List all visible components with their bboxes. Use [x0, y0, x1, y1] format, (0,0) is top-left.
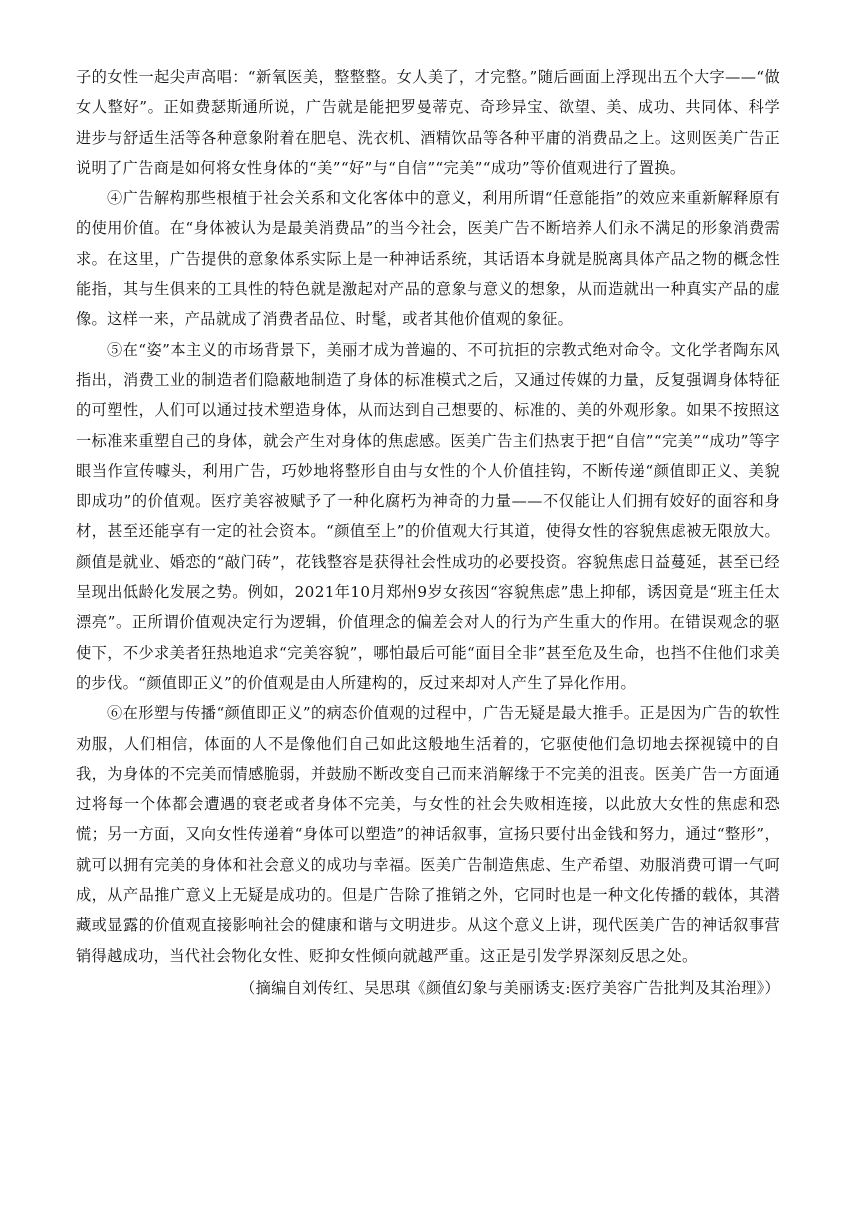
article-body	[76, 62, 780, 1003]
source-citation: （摘编自刘传红、吴思琪《颜值幻象与美丽诱支:医疗美容广告批判及其治理》）	[240, 978, 780, 997]
paragraph-5: ⑤在“姿”本主义的市场背景下，美丽才成为普遍的、不可抗拒的宗教式绝对命令。文化学者陶东风指出，消费工业的制造者们隐蔽地制造了身体的标准模式之后，又通过传媒的力量，反复强调身体特征的可塑性，人们可以通过技术塑造身体，从而达到自己想要的、标准的、美的外观形象。如果不按照这一标准来重塑自己的身体，就会产生对身体的焦虑感。医美广告主们热衷于把“自信”“完美”“成功”等字眼当作宣传噱头，利用广告，巧妙地将整形自由与女性的个人价值挂钩，不断传递“颜值即正义、美貌即成功”的价值观。医疗美容被赋予了一种化腐朽为神奇的力量——不仅能让人们拥有姣好的面容和身材，甚至还能享有一定的社会资本。“颜值至上”的价值观大行其道，使得女性的容貌焦虑被无限放大。颜值是就业、婚恋的“敲门砖”，花钱整容是获得社会性成功的必要投资。容貌焦虑日益蔓延，甚至已经呈现出低龄化发展之势。例如，2021年10月郑州9岁女孩因“容貌焦虑”患上抑郁，诱因竟是“班主任太漂亮”。正所谓价值观决定行为逻辑，价值理念的偏差会对人的行为产生重大的作用。在错误观念的驱使下，不少求美者狂热地追求“完美容貌”，哪怕最后可能“面目全非”甚至危及生命，也挡不住他们求美的步伐。“颜值即正义”的价值观是由人所建构的，反过来却对人产生了异化作用。	[76, 340, 780, 692]
paragraph-continued: 子的女性一起尖声高唱：“新氧医美，整整整。女人美了，才完整。”随后画面上浮现出五个大字——“做女人整好”。正如费瑟斯通所说，广告就是能把罗曼蒂克、奇珍异宝、欲望、美、成功、共同体、科学进步与舒适生活等各种意象附着在肥皂、洗衣机、酒精饮品等各种平庸的消费品之上。这则医美广告正说明了广告商是如何将女性身体的“美”“好”与“自信”“完美”“成功”等价值观进行了置换。	[76, 68, 780, 177]
paragraph-4: ④广告解构那些根植于社会关系和文化客体中的意义，利用所谓“任意能指”的效应来重新解释原有的使用价值。在“身体被认为是最美消费品”的当今社会，医美广告不断培养人们永不满足的形象消费需求。在这里，广告提供的意象体系实际上是一种神话系统，其话语本身就是脱离具体产品之物的概念性能指，其与生俱来的工具性的特色就是激起对产品的意象与意义的想象，从而造就出一种真实产品的虚像。这样一来，产品就成了消费者品位、时髦，或者其他价值观的象征。	[76, 189, 780, 329]
paragraph-6: ⑥在形塑与传播“颜值即正义”的病态价值观的过程中，广告无疑是最大推手。正是因为广告的软性劝服，人们相信，体面的人不是像他们自己如此这般地生活着的，它驱使他们急切地去探视镜中的自我，为身体的不完美而情感脆弱，并鼓励不断改变自己而来消解缘于不完美的沮丧。医美广告一方面通过将每一个体都会遭遇的衰老或者身体不完美，与女性的社会失败相连接，以此放大女性的焦虑和恐慌；另一方面，又向女性传递着“身体可以塑造”的神话叙事，宣扬只要付出金钱和努力，通过“整形”，就可以拥有完美的身体和社会意义的成功与幸福。医美广告制造焦虑、生产希望、劝服消费可谓一气呵成，从产品推广意义上无疑是成功的。但是广告除了推销之外，它同时也是一种文化传播的载体，其潜藏或显露的价值观直接影响社会的健康和谐与文明进步。从这个意义上讲，现代医美广告的神话叙事营销得越成功，当代社会物化女性、贬抑女性倾向就越严重。这正是引发学界深刻反思之处。	[76, 704, 780, 965]
